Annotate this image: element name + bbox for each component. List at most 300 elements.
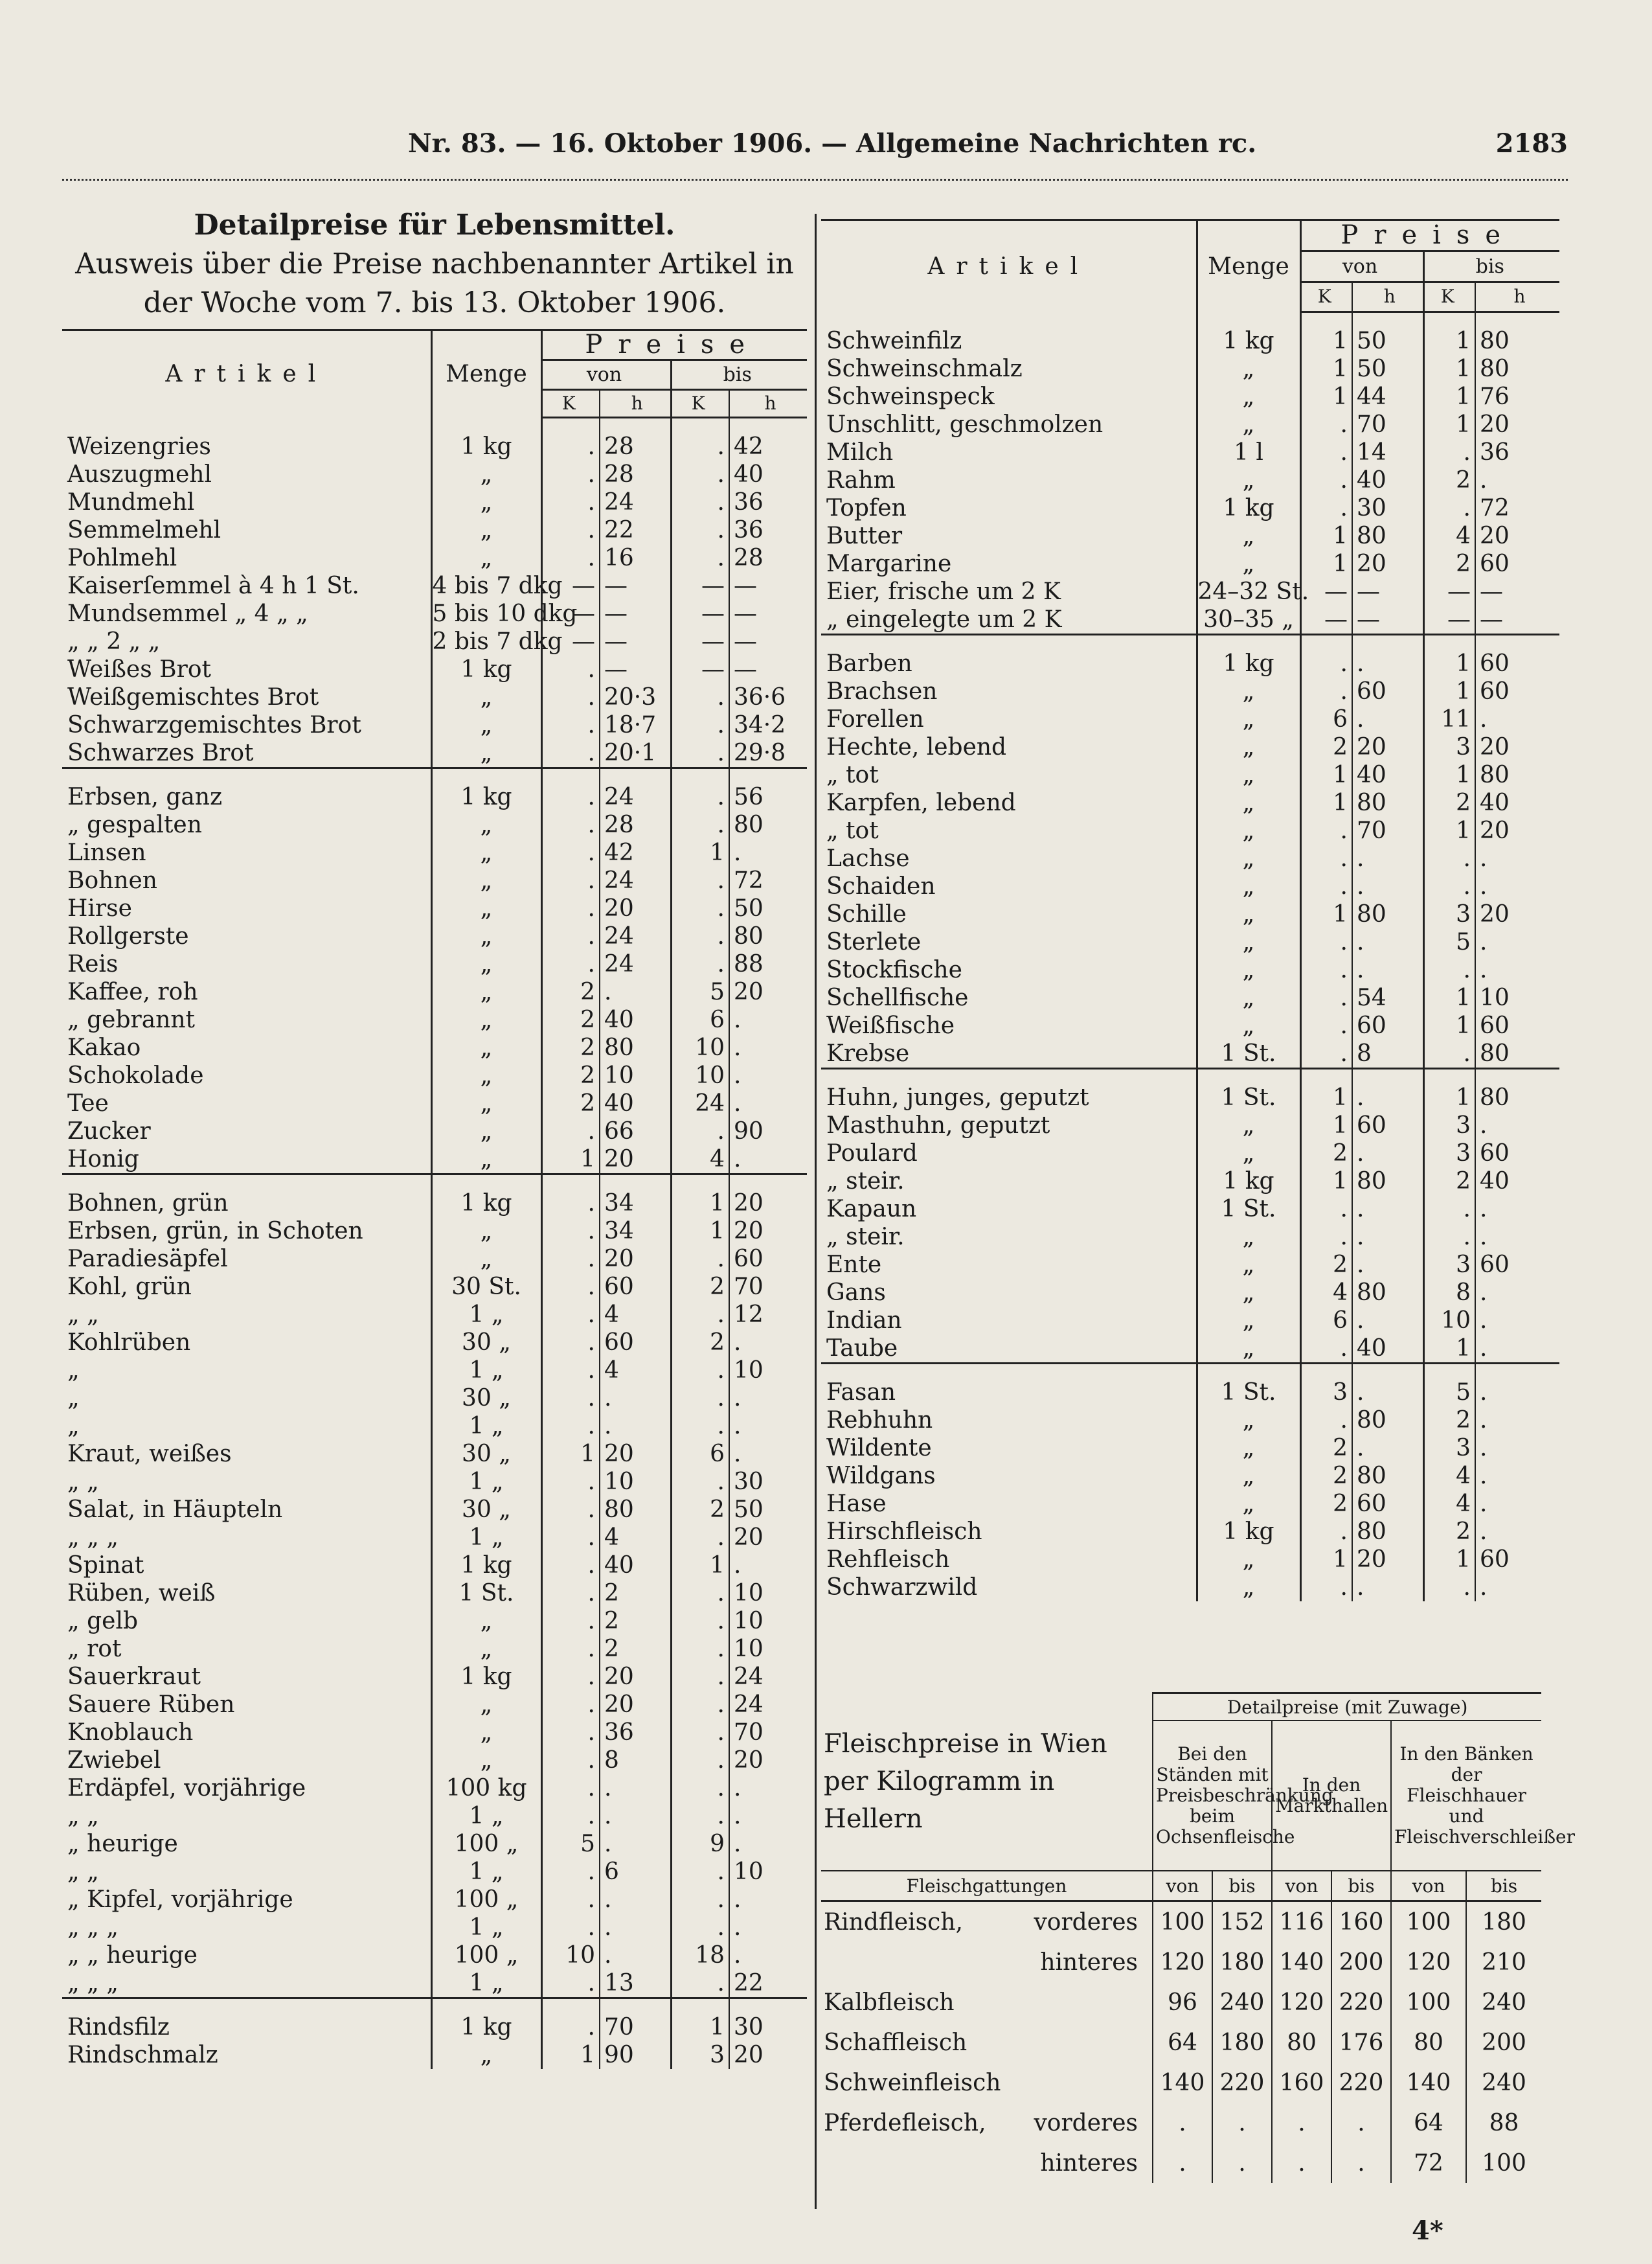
col-head-artikel: Artikel [62, 330, 431, 418]
table-row [821, 2022, 1541, 2063]
price-to-k: . [671, 1301, 729, 1329]
price-to-h: 20 [729, 1217, 807, 1245]
price-to-k: . [671, 1384, 729, 1412]
table-row [821, 650, 1559, 678]
col-head-von: von [1300, 251, 1423, 282]
table-row [821, 873, 1559, 900]
price-from-h: . [1352, 956, 1423, 984]
price-from-k: . [541, 1607, 600, 1635]
article-name: Schweinschmalz [826, 355, 1023, 382]
price-from-h: 10 [600, 1062, 671, 1090]
table-row [62, 1090, 807, 1117]
table-row [821, 1195, 1559, 1223]
signature-mark: 4* [1412, 2215, 1443, 2246]
price-from-k: . [541, 516, 600, 544]
price-to-h: 40 [1475, 789, 1559, 817]
article-name: Rahm [826, 466, 896, 494]
price-from-h: 60 [600, 1273, 671, 1301]
price-to-k: 1 [1423, 1012, 1475, 1040]
price-from-k: . [541, 1117, 600, 1145]
price-from-k: . [541, 1691, 600, 1719]
price-from-k: . [541, 1329, 600, 1356]
article-name: „ „ [67, 1301, 99, 1328]
price-from-k: . [541, 683, 600, 711]
quantity: „ [431, 1719, 541, 1746]
quantity: „ [431, 1217, 541, 1245]
table-row [62, 1635, 807, 1663]
table-row [62, 1830, 807, 1858]
meat-price-table [821, 1692, 1575, 2183]
meat-price: 176 [1331, 2022, 1391, 2063]
price-to-k: . [1423, 845, 1475, 873]
price-to-k: . [1423, 494, 1475, 522]
table-row [821, 1012, 1559, 1040]
table-row [821, 1462, 1559, 1490]
price-to-k: . [671, 488, 729, 516]
quantity: 1 kg [431, 1663, 541, 1691]
article-name: Masthuhn, geputzt [826, 1112, 1050, 1139]
price-to-k: 1 [671, 1551, 729, 1579]
price-to-k: 5 [671, 978, 729, 1006]
article-name: Bohnen, grün [67, 1190, 229, 1217]
price-to-k: — [671, 572, 729, 600]
price-to-h: . [729, 1802, 807, 1830]
price-from-h: 24 [600, 488, 671, 516]
table-row [821, 1942, 1541, 1982]
price-to-h: . [729, 1329, 807, 1356]
price-from-k: . [541, 811, 600, 839]
price-from-h: 80 [1352, 1462, 1423, 1490]
quantity: 1 „ [431, 1301, 541, 1329]
price-to-k: . [671, 1858, 729, 1886]
quantity: 1 kg [431, 783, 541, 811]
price-to-k: . [671, 1914, 729, 1941]
price-from-h: 2 [600, 1607, 671, 1635]
price-from-k: . [541, 739, 600, 768]
quantity: „ [1197, 956, 1300, 984]
price-to-h: . [1475, 845, 1559, 873]
price-to-k: . [671, 922, 729, 950]
table-row [62, 1117, 807, 1145]
article-name: Kraut, weißes [67, 1441, 232, 1467]
article-name: Brachsen [826, 678, 938, 705]
table-row [62, 711, 807, 739]
price-to-k: 2 [671, 1273, 729, 1301]
quantity: 24–32 St. [1197, 578, 1309, 605]
article-name: Hirse [67, 895, 132, 922]
table-row [821, 1139, 1559, 1167]
price-to-h: . [729, 1914, 807, 1941]
quantity: „ [431, 922, 541, 950]
quantity: „ [431, 978, 541, 1006]
price-from-h: 20 [1352, 1546, 1423, 1573]
price-from-h: 90 [600, 2041, 671, 2069]
article-name: Rehfleisch [826, 1546, 950, 1573]
price-to-h: . [1475, 1195, 1559, 1223]
price-from-h: . [1352, 650, 1423, 678]
quantity: 1 kg [431, 1189, 541, 1217]
col-head-menge: Menge [1197, 220, 1300, 312]
price-from-h: 60 [1352, 1490, 1423, 1518]
price-to-k: 2 [1423, 789, 1475, 817]
price-to-h: . [729, 1412, 807, 1440]
quantity: „ [431, 1090, 541, 1117]
article-name: Hechte, lebend [826, 733, 1007, 760]
table-row [821, 411, 1559, 439]
price-to-k: 6 [671, 1440, 729, 1468]
price-to-k: 1 [1423, 650, 1475, 678]
price-from-k: . [541, 1551, 600, 1579]
price-from-h: 20 [600, 1145, 671, 1174]
table-row [821, 1434, 1559, 1462]
price-to-h: 88 [729, 950, 807, 978]
table-row [821, 678, 1559, 705]
price-to-k: 1 [1423, 1546, 1475, 1573]
quantity: 1 kg [431, 433, 541, 461]
col-head-bis: bis [1423, 251, 1559, 282]
price-from-k: 1 [1300, 327, 1352, 355]
price-from-k: . [541, 1746, 600, 1774]
price-from-k: . [541, 922, 600, 950]
price-from-k: . [541, 1774, 600, 1802]
price-to-k: 4 [671, 1145, 729, 1174]
price-to-h: 36 [729, 516, 807, 544]
article-name: Margarine [826, 550, 952, 577]
price-to-k: 2 [1423, 466, 1475, 494]
article-name: „ eingelegte um 2 K [826, 606, 1062, 633]
article-name: Schweinfilz [826, 327, 962, 354]
price-to-h: 12 [729, 1301, 807, 1329]
meat-price: 100 [1153, 1901, 1212, 1943]
meat-price: 116 [1272, 1901, 1331, 1943]
price-to-h: . [1475, 1279, 1559, 1307]
price-to-h: . [1475, 1573, 1559, 1601]
quantity: 1 „ [431, 1914, 541, 1941]
price-from-k: 3 [1300, 1378, 1352, 1406]
article-name: Rebhuhn [826, 1406, 933, 1434]
price-to-k: 1 [1423, 411, 1475, 439]
article-name: „ „ „ [67, 1524, 119, 1551]
price-to-h: 22 [729, 1969, 807, 1998]
article-name: „ „ 2 „ „ [67, 628, 161, 655]
col-head-k: K [1423, 282, 1475, 312]
price-to-h: 34·2 [729, 711, 807, 739]
article-name: Zwiebel [67, 1747, 161, 1774]
quantity: „ [1197, 873, 1300, 900]
article-name: Sterlete [826, 928, 922, 955]
price-from-h: . [600, 1774, 671, 1802]
article-name: Ente [826, 1251, 882, 1278]
price-from-h: . [1352, 1251, 1423, 1279]
article-name: Weißgemischtes Brot [67, 684, 319, 711]
quantity: 1 „ [431, 1858, 541, 1886]
quantity: „ [1197, 928, 1300, 956]
quantity: „ [431, 1746, 541, 1774]
price-from-k: 2 [541, 1062, 600, 1090]
price-from-h: . [600, 1941, 671, 1969]
price-to-h: . [1475, 705, 1559, 733]
quantity: „ [431, 711, 541, 739]
price-from-k: 1 [1300, 550, 1352, 578]
price-to-h: 50 [729, 895, 807, 922]
quantity: 1 „ [431, 1969, 541, 1998]
quantity: „ [1197, 550, 1300, 578]
price-from-h: 6 [600, 1858, 671, 1886]
quantity: 1 kg [1197, 494, 1300, 522]
price-from-h: 40 [1352, 1334, 1423, 1364]
quantity: 1 „ [431, 1412, 541, 1440]
article-name: Schellfische [826, 984, 969, 1011]
table-row [821, 1334, 1559, 1364]
price-to-k: . [671, 1746, 729, 1774]
price-to-k: 1 [671, 2013, 729, 2041]
article-name: Huhn, junges, geputzt [826, 1084, 1089, 1111]
table-row [821, 578, 1559, 606]
price-from-h: 13 [600, 1969, 671, 1998]
price-from-h: — [600, 572, 671, 600]
table-row [821, 550, 1559, 578]
article-name: Schwarzes Brot [67, 740, 254, 766]
price-to-h: 20 [1475, 733, 1559, 761]
article-name: Erbsen, ganz [67, 784, 223, 810]
table-row [62, 1356, 807, 1384]
meat-price: . [1272, 2143, 1331, 2183]
meat-price: 180 [1212, 1942, 1272, 1982]
price-from-h: — [600, 600, 671, 628]
price-to-h: . [729, 1941, 807, 1969]
price-to-h: . [1475, 466, 1559, 494]
price-from-h: 70 [1352, 817, 1423, 845]
price-from-h: 70 [600, 2013, 671, 2041]
quantity: 30–35 „ [1197, 606, 1300, 635]
table-row [821, 956, 1559, 984]
quantity: „ [431, 895, 541, 922]
price-to-h: 70 [729, 1719, 807, 1746]
article-name: Schille [826, 900, 907, 928]
price-from-h: 50 [1352, 327, 1423, 355]
meat-price: 80 [1272, 2022, 1331, 2063]
price-from-k: 2 [1300, 1139, 1352, 1167]
price-from-h: 24 [600, 867, 671, 895]
article-name: „ [67, 1385, 80, 1412]
article-name: Rindsfilz [67, 2014, 170, 2041]
price-from-h: . [1352, 928, 1423, 956]
price-to-k: . [1423, 956, 1475, 984]
price-from-h: 20 [600, 1440, 671, 1468]
meat-price: 140 [1391, 2063, 1466, 2103]
price-to-k: 4 [1423, 1462, 1475, 1490]
meat-price: 180 [1212, 2022, 1272, 2063]
meat-price: 64 [1153, 2022, 1212, 2063]
table-row [62, 1412, 807, 1440]
meat-name: Schaffleisch [824, 2029, 967, 2056]
price-to-k: . [671, 1719, 729, 1746]
price-from-h: . [1352, 1084, 1423, 1112]
price-to-k: 4 [1423, 1490, 1475, 1518]
price-from-h: 70 [1352, 411, 1423, 439]
price-from-h: 20 [1352, 550, 1423, 578]
article-name: Sauere Rüben [67, 1691, 235, 1718]
price-to-h: 80 [1475, 761, 1559, 789]
quantity: 1 kg [1197, 1167, 1300, 1195]
price-from-h: . [1352, 1139, 1423, 1167]
table-row [62, 1719, 807, 1746]
price-from-k: . [541, 1635, 600, 1663]
price-from-h: 24 [600, 950, 671, 978]
table-row [62, 544, 807, 572]
price-to-k: . [671, 1412, 729, 1440]
quantity: „ [1197, 411, 1300, 439]
meat-part: hinteres [1040, 1949, 1138, 1976]
article-name: Milch [826, 439, 894, 466]
price-from-h: 20 [600, 1663, 671, 1691]
price-to-h: . [1475, 1518, 1559, 1546]
quantity: „ [431, 1034, 541, 1062]
price-from-k: — [1300, 606, 1352, 635]
table-row [62, 1969, 807, 1998]
table-row [62, 1551, 807, 1579]
price-to-h: . [1475, 1378, 1559, 1406]
table-row [821, 494, 1559, 522]
price-from-k: . [1300, 984, 1352, 1012]
table-row [821, 1223, 1559, 1251]
table-row [62, 783, 807, 811]
price-from-k: . [1300, 411, 1352, 439]
quantity: 100 „ [431, 1830, 541, 1858]
quantity: 100 „ [431, 1941, 541, 1969]
article-name: Erbsen, grün, in Schoten [67, 1218, 363, 1244]
article-name: „ „ [67, 1469, 99, 1495]
price-to-h: 36 [729, 488, 807, 516]
quantity: „ [1197, 900, 1300, 928]
quantity: „ [431, 1635, 541, 1663]
price-to-h: — [729, 600, 807, 628]
article-name: „ tot [826, 817, 879, 844]
quantity: 1 „ [431, 1468, 541, 1496]
table-row [821, 1084, 1559, 1112]
price-from-k: 10 [541, 1941, 600, 1969]
price-from-k: . [541, 1969, 600, 1998]
price-from-k: . [1300, 1406, 1352, 1434]
article-name: Forellen [826, 705, 924, 733]
meat-sub-bis: bis [1466, 1871, 1541, 1901]
meat-table-title: Fleischpreise in Wien per Kilogramm in Hellern [824, 1729, 1107, 1835]
price-to-h: — [1475, 578, 1559, 606]
article-name: Spinat [67, 1552, 144, 1579]
meat-price: 220 [1331, 1982, 1391, 2022]
quantity: „ [1197, 1434, 1300, 1462]
quantity: „ [431, 461, 541, 488]
quantity: „ [1197, 678, 1300, 705]
price-from-k: . [541, 433, 600, 461]
quantity: „ [1197, 1462, 1300, 1490]
price-to-h: . [1475, 928, 1559, 956]
table-row [821, 1378, 1559, 1406]
price-from-h: 30 [1352, 494, 1423, 522]
price-to-h: . [729, 1774, 807, 1802]
price-to-h: . [729, 839, 807, 867]
price-to-k: 2 [671, 1329, 729, 1356]
price-from-h: 40 [1352, 466, 1423, 494]
price-from-h: 80 [1352, 1406, 1423, 1434]
price-from-h: . [1352, 1223, 1423, 1251]
article-name: Topfen [826, 494, 907, 521]
price-to-h: . [1475, 1223, 1559, 1251]
price-to-h: 20 [1475, 411, 1559, 439]
article-name: Rüben, weiß [67, 1580, 216, 1607]
table-row [821, 1490, 1559, 1518]
price-from-h: — [600, 656, 671, 683]
article-name: „ „ „ [67, 1914, 119, 1941]
price-from-k: . [1300, 1195, 1352, 1223]
price-from-k: . [541, 1802, 600, 1830]
price-to-h: 72 [1475, 494, 1559, 522]
quantity: „ [431, 516, 541, 544]
quantity: „ [431, 1006, 541, 1034]
price-from-k: 2 [1300, 1462, 1352, 1490]
quantity: 1 kg [1197, 327, 1300, 355]
meat-sub-von: von [1272, 1871, 1331, 1901]
meat-sub-bis: bis [1212, 1871, 1272, 1901]
price-from-h: . [600, 1830, 671, 1858]
col-head-artikel: Artikel [821, 220, 1197, 312]
price-to-k: 11 [1423, 705, 1475, 733]
article-name: Kaffee, roh [67, 979, 198, 1005]
price-from-h: . [1352, 1378, 1423, 1406]
table-row [62, 488, 807, 516]
article-name: „ [67, 1413, 80, 1439]
table-row [821, 1279, 1559, 1307]
price-to-k: . [671, 1663, 729, 1691]
price-from-h: 42 [600, 839, 671, 867]
article-name: Linsen [67, 840, 146, 866]
price-from-k: 2 [1300, 733, 1352, 761]
price-from-k: . [1300, 873, 1352, 900]
table-row [821, 705, 1559, 733]
quantity: 30 St. [431, 1273, 541, 1301]
table-row [821, 1040, 1559, 1069]
meat-price: 140 [1153, 2063, 1212, 2103]
price-to-k: 1 [1423, 355, 1475, 383]
meat-price: 80 [1391, 2022, 1466, 2063]
price-from-k: . [541, 1524, 600, 1551]
price-to-k: 24 [671, 1090, 729, 1117]
price-from-h: 14 [1352, 439, 1423, 466]
price-to-h: 20 [729, 978, 807, 1006]
price-from-k: — [1300, 578, 1352, 606]
price-from-h: 20 [600, 1691, 671, 1719]
article-name: „ „ [67, 1858, 99, 1885]
price-to-h: 29·8 [729, 739, 807, 768]
table-row [62, 1329, 807, 1356]
article-name: Gans [826, 1279, 886, 1306]
meat-price: 100 [1391, 1901, 1466, 1943]
article-name: Wildente [826, 1434, 932, 1461]
article-name: Rindschmalz [67, 2042, 218, 2068]
price-from-h: 60 [600, 1329, 671, 1356]
col-head-preise: Preise [1300, 220, 1559, 251]
price-from-k: . [541, 1719, 600, 1746]
title-line-1: Detailpreise für Lebensmittel. [194, 209, 675, 242]
article-name: „ rot [67, 1636, 122, 1662]
table-row [821, 383, 1559, 411]
price-to-k: 10 [671, 1034, 729, 1062]
quantity: 1 kg [431, 2013, 541, 2041]
price-from-k: . [541, 1858, 600, 1886]
price-to-h: 60 [1475, 650, 1559, 678]
price-to-h: 20 [729, 1524, 807, 1551]
table-row [62, 1524, 807, 1551]
